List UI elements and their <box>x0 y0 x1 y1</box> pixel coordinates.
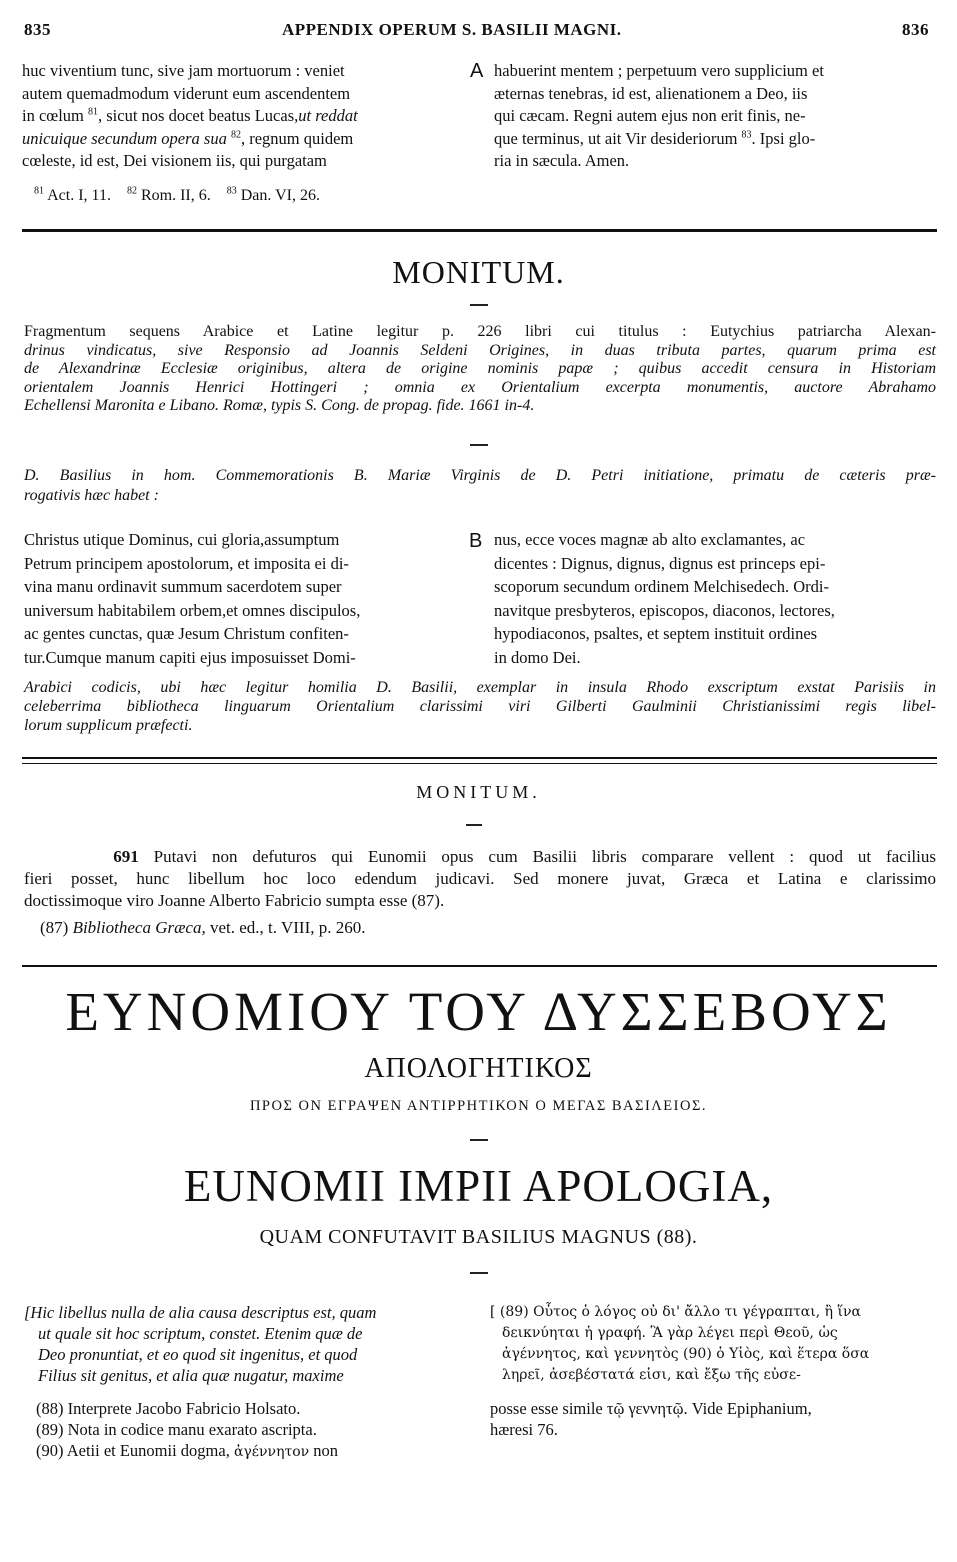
monitum-column-left: Christus utique Dominus, cui gloria,assumptum Petrum principem apostolorum, et imposita ei di- vina manu ordinavit summum sacerdotem super universum habitabilem orbem,et omnes discipulos, ac gentes cunctas, quæ Jesum Christum confiten- tur.Cumque manum capiti ejus imposuisset Domi- <box>24 530 361 667</box>
text-line: huc viventium tunc, sive jam mortuorum : veniet <box>22 61 345 80</box>
monitum-column-right: nus, ecce voces magnæ ab alto exclamantes, ac dicentes : Dignus, dignus, dignus est princeps epi- scoporum secundum ordinem Melchisedech. Ordi- navitque presbyteros, episcopos, diaconos, lectores, hypodiaconos, psaltes, et septem instituit ordines in domo Dei. <box>494 530 835 667</box>
greek-dedication: ΠΡΟΣ ΟΝ ΕΓΡΑΨΕΝ ΑΝΤΙΡΡΗΤΙΚΟΝ Ο ΜΕΓΑΣ ΒΑΣΙΛΕΙΟΣ. <box>249 1098 708 1114</box>
running-title: APPENDIX OPERUM S. BASILII MAGNI. <box>282 20 622 39</box>
footnotes-left: (88) Interprete Jacobo Fabricio Holsato. (89) Nota in codice manu exarato ascripta. (90) Aetii et Eunomii dogma, ἀγέννητον non <box>36 1399 339 1460</box>
footnote-87: (87) Bibliotheca Græca, vet. ed., t. VIII, p. 260. <box>40 918 366 937</box>
page-number-left: 835 <box>24 20 51 39</box>
section-rule <box>22 763 937 764</box>
latin-title: EUNOMII IMPII APOLOGIA, <box>183 1161 774 1211</box>
greek-title: ΕΥΝΟΜΙΟΥ ΤΟΥ ΔΥΣΣΕΒΟΥΣ <box>65 981 892 1042</box>
intro-line: D. Basilius in hom. Commemorationis B. Mariæ Virginis de D. Petri initiatione, primatu de cæteris præ- rogativis hæc habet : <box>24 467 936 504</box>
latin-subtitle: QUAM CONFUTAVIT BASILIUS MAGNUS (88). <box>259 1226 698 1248</box>
footnote-ref: 83 <box>741 129 752 140</box>
greek-subtitle: ΑΠΟΛΟΓΗΤΙΚΟΣ <box>364 1053 593 1084</box>
column-number: 691 <box>113 847 139 866</box>
separator-dash <box>470 444 488 446</box>
text-line: autem quemadmodum viderunt eum ascendentem <box>22 83 351 103</box>
text-line: que terminus, ut ait Vir desideriorum $^{83}$. Ipsi glo- <box>494 128 816 148</box>
footnote-ref: 81 <box>88 106 98 118</box>
text-line: in cœlum $^{81}$, sicut nos docet beatus Lucas,ut reddat <box>22 106 358 125</box>
monitum-title: MONITUM. <box>416 782 541 802</box>
top-column-right <box>494 60 940 173</box>
bottom-column-right-greek: [ (89) Οὗτος ὁ λόγος οὐ δι' ἄλλο τι γέγραπται, ἢ ἵνα δεικνύηται ἡ γραφή. Ἃ γὰρ λέγει περὶ Θεοῦ, ὡς ἀγέννητος, καὶ γεννητὸς (90) ὁ Υἱὸς, καὶ ἕτερα ὅσα ληρεῖ, ἀσεβέστατά εἰσι, καὶ ἔξω τῆς εὐσε- <box>490 1304 870 1383</box>
column-marker-a: A <box>470 60 484 82</box>
section-rule <box>22 965 937 967</box>
bottom-column-left: [Hic libellus nulla de alia causa descriptus est, quam ut quale sit hoc scriptum, constet. Etenim quæ de Deo pronuntiat, et eo quod sit ingenitus, et quod Filius sit genitus, et alia quæ nugatur, maxime <box>24 1303 377 1385</box>
separator-dash <box>470 304 488 306</box>
monitum-title: MONITUM. <box>392 254 565 290</box>
section-rule <box>22 229 937 232</box>
text-line: ria in sæcula. Amen. <box>494 151 630 170</box>
text-line: cœleste, id est, Dei visionem iis, qui purgatam <box>22 151 327 170</box>
page-number-right: 836 <box>902 20 929 39</box>
separator-dash <box>470 1139 488 1141</box>
monitum2-paragraph: 691 Putavi non defuturos qui Eunomii opus cum Basilii libris comparare vellent : quod ut facilius fieri posset, hunc libellum hoc loco edendum judicavi. Sed monere juvat, Græca et Latina e clarissimo doctissimoque viro Joanne Alberto Fabricio sumpta esse (87). <box>24 847 936 910</box>
footnotes-right: posse esse simile τῷ γεννητῷ. Vide Epiphanium, hæresi 76. <box>490 1399 812 1439</box>
footnotes-top: $^{81}$ Act. I, 11. $^{82}$ Rom. II, 6. $^{83}$ Dan. VI, 26. <box>34 185 320 204</box>
text-line: unicuique secundum opera sua $^{82}$, regnum quidem <box>22 128 354 148</box>
monitum-paragraph: Fragmentum sequens Arabice et Latine legitur p. 226 libri cui titulus : Eutychius patriarcha Alexan- drinus vindicatus, sive Responsio ad Joannis Seldeni Origines, in duas tributa partes, quarum prima est de Alexandrinæ Ecclesiæ originibus, altera de origine nominis papæ ; quibus accedit censura in Historiam orientalem Joannis Henrici Hottingeri ; omnia ex Orientalium excerpta monumentis, auctore Abrahamo Echellensi Maronita e Libano. Romæ, typis S. Cong. de propag. fide. 1661 in-4. <box>24 323 936 414</box>
separator-dash <box>466 824 482 826</box>
text-line: habuerint mentem ; perpetuum vero supplicium et <box>494 61 824 80</box>
text-line: æternas tenebras, id est, alienationem a Deo, iis <box>494 83 808 103</box>
separator-dash <box>470 1272 488 1274</box>
footnote-ref: 82 <box>230 129 241 140</box>
text-line: qui cæcam. Regni autem ejus non erit finis, ne- <box>494 106 806 125</box>
column-marker-b: B <box>469 530 483 552</box>
closing-paragraph: Arabici codicis, ubi hæc legitur homilia D. Basilii, exemplar in insula Rhodo exscriptum exstat Parisiis in celeberrima bibliotheca linguarum Orientalium clarissimi viri Gilberti Gaulminii Christianissimi regis libel- lorum supplicum præfecti. <box>24 679 936 734</box>
top-column-left <box>22 60 470 173</box>
section-rule <box>22 757 937 759</box>
